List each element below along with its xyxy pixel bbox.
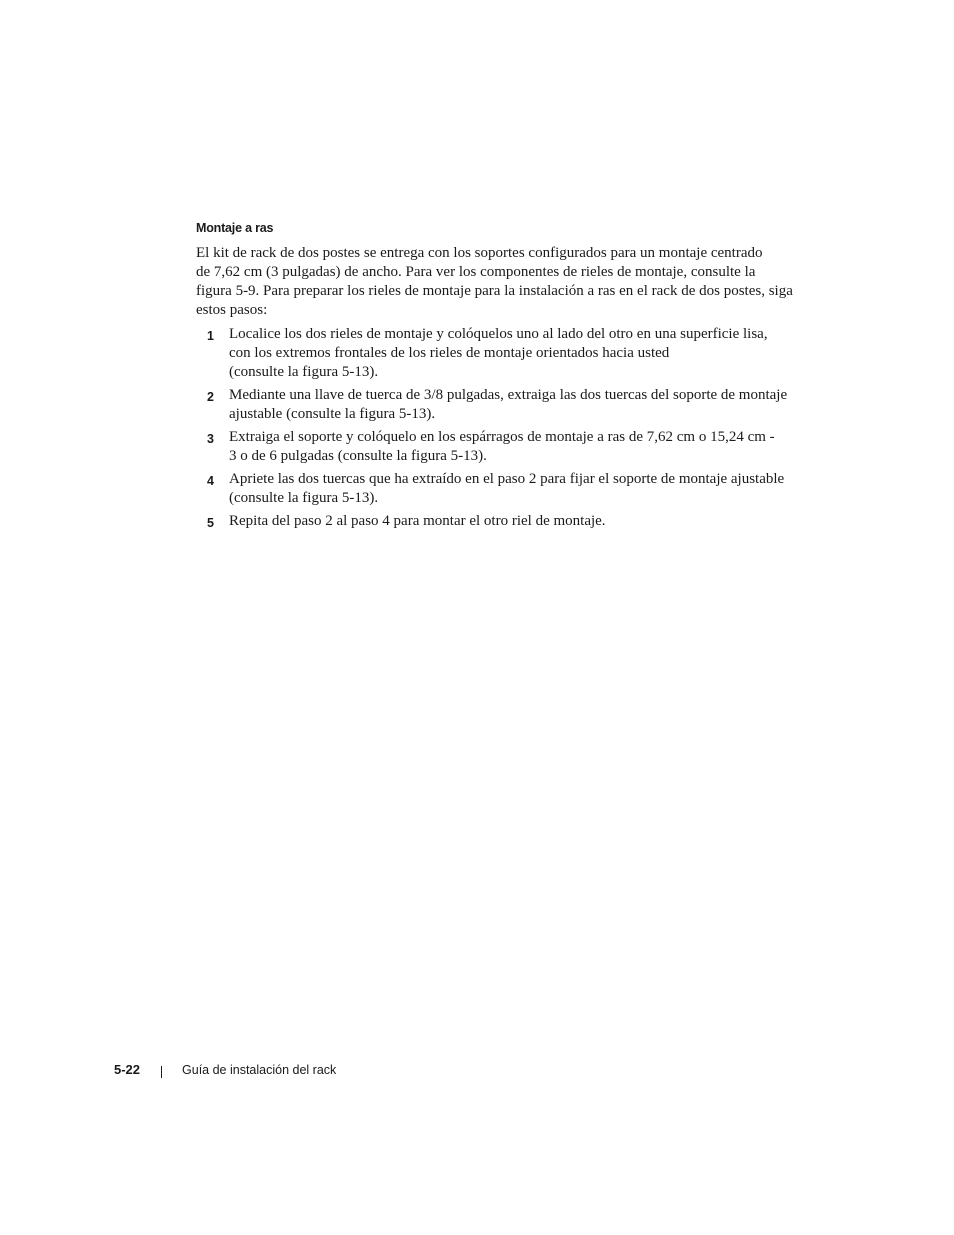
step-item	[196, 325, 816, 382]
step-text: Mediante una llave de tuerca de 3/8 pulgadas, extraiga las dos tuercas del soporte de montaje ajustable (consulte la figura 5-13).	[229, 387, 788, 422]
document-title: Guía de instalación del rack	[182, 1063, 337, 1077]
intro-paragraph: El kit de rack de dos postes se entrega con los soportes configurados para un montaje centrado de 7,62 cm (3 pulgadas) de ancho. Para ver los componentes de rieles de montaje, consulte la figura 5-9. Para preparar los rieles de montaje para la instalación a ras en el rack de dos postes, siga estos pasos:	[196, 245, 793, 318]
step-text: Localice los dos rieles de montaje y colóquelos uno al lado del otro en una superficie lisa, con los extremos frontales de los rieles de montaje orientados hacia usted (consulte la figura 5-13).	[229, 326, 768, 380]
page-footer	[114, 1062, 336, 1078]
step-item	[196, 386, 816, 424]
step-number: 5	[207, 516, 214, 530]
step-text: Repita del paso 2 al paso 4 para montar el otro riel de montaje.	[229, 513, 606, 529]
step-text: Extraiga el soporte y colóquelo en los espárragos de montaje a ras de 7,62 cm o 15,24 cm - 3 o de 6 pulgadas (consulte la figura 5-13).	[229, 429, 775, 464]
step-item	[196, 512, 816, 531]
section-heading: Montaje a ras	[196, 221, 274, 235]
step-text: Apriete las dos tuercas que ha extraído en el paso 2 para fijar el soporte de montaje ajustable (consulte la figura 5-13).	[229, 471, 785, 506]
step-number: 3	[207, 432, 214, 446]
footer-divider	[161, 1066, 162, 1078]
step-item	[196, 470, 816, 508]
step-number: 4	[207, 474, 214, 488]
step-number: 1	[207, 329, 214, 343]
steps-list	[196, 325, 816, 535]
step-item	[196, 428, 816, 466]
page-number: 5-22	[114, 1062, 141, 1077]
step-number: 2	[207, 390, 214, 404]
